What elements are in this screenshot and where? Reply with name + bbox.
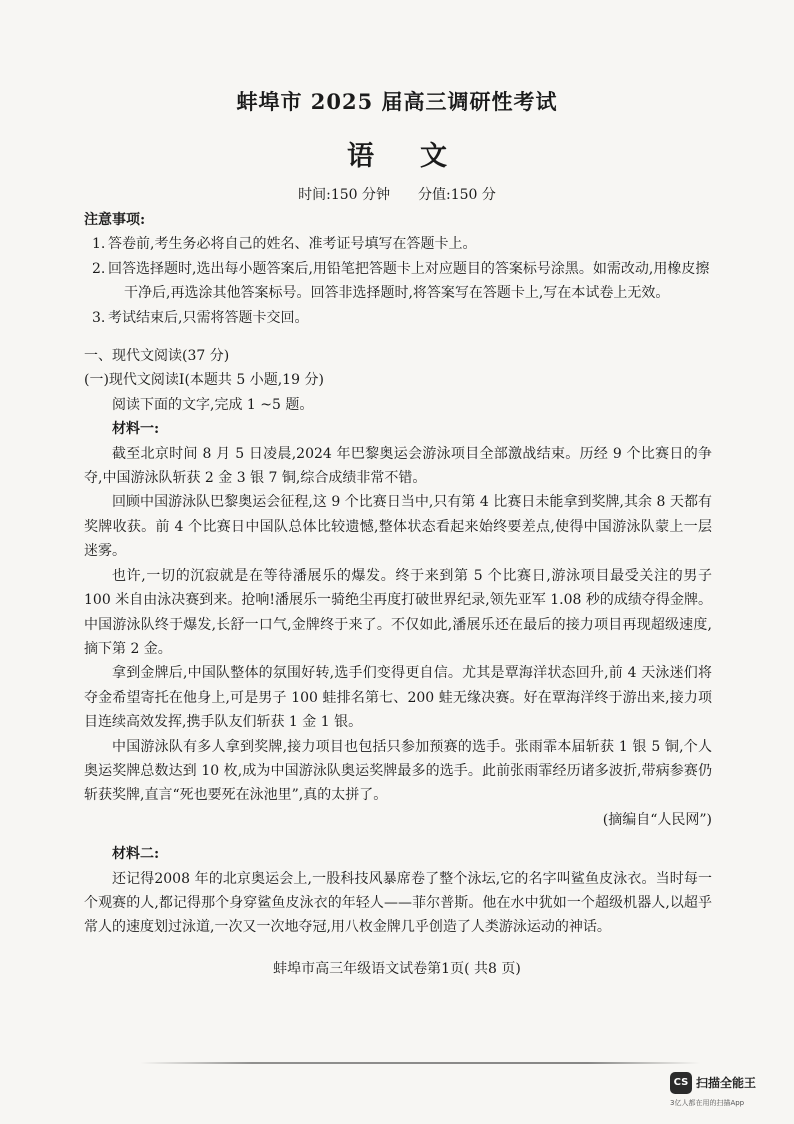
- material1-paragraph: 中国游泳队有多人拿到奖牌,接力项目也包括只参加预赛的选手。张雨霏本届斩获 1 银 5 铜,个人奥运奖牌总数达到 10 枚,成为中国游泳队奥运奖牌最多的选手。此前张雨霏经历诸多波折,带病参赛仍斩获奖牌,直言“死也要死在泳池里”,真的太拼了。: [84, 738, 712, 804]
- material1-paragraph: 回顾中国游泳队巴黎奥运会征程,这 9 个比赛日当中,只有第 4 比赛日未能拿到奖牌,其余 8 天都有奖牌收获。前 4 个比赛日中国队总体比较遗憾,整体状态看起来始终要差点,使得中国游泳队蒙上一层迷雾。: [84, 494, 712, 560]
- material1-source: (摘编自“人民网”): [602, 811, 712, 828]
- page-footer: 蚌埠市高三年级语文试卷第1页( 共8 页): [273, 961, 521, 977]
- section-heading: 一、现代文阅读(37 分): [84, 348, 230, 365]
- subject-title: 语文: [347, 141, 493, 172]
- exam-score: 分值:150 分: [418, 187, 496, 203]
- section-instruction: 阅读下面的文字,完成 1 ~5 题。: [112, 396, 314, 413]
- section-subheading: (一)现代文阅读Ⅰ(本题共 5 小题,19 分): [84, 372, 324, 389]
- notice-text: 答卷前,考生务必将自己的姓名、准考证号填写在答题卡上。: [108, 236, 477, 253]
- notice-item-1: [92, 232, 712, 256]
- material1-paragraph: 拿到金牌后,中国队整体的氛围好转,选手们变得更自信。尤其是覃海洋状态回升,前 4 天泳迷们将夺金希望寄托在他身上,可是男子 100 蛙排名第七、200 蛙无缘决赛。好在覃海洋终于游出来,接力项目连续高效发挥,携手队友们斩获 1 金 1 银。: [84, 665, 712, 731]
- material1-paragraph: 截至北京时间 8 月 5 日凌晨,2024 年巴黎奥运会游泳项目全部激战结束。历经 9 个比赛日的争夺,中国游泳队斩获 2 金 3 银 7 铜,综合成绩非常不错。: [84, 445, 712, 487]
- exam-content: [84, 208, 712, 940]
- exam-meta: [0, 184, 794, 204]
- watermark-slogan: 3亿人都在用的扫描App: [670, 1099, 745, 1107]
- notice-num: 3.: [92, 309, 106, 326]
- exam-time: 时间:150 分钟: [298, 187, 390, 203]
- notice-heading: 注意事项:: [84, 212, 146, 228]
- notice-num: 2.: [92, 260, 106, 277]
- material2-label: 材料二:: [112, 846, 160, 863]
- scan-edge-line: [140, 1062, 700, 1064]
- exam-title: 蚌埠市 2025 届高三调研性考试: [236, 89, 558, 114]
- material2-paragraph: 还记得2008 年的北京奥运会上,一股科技风暴席卷了整个泳坛,它的名字叫鲨鱼皮泳衣。当时每一个观赛的人,都记得那个身穿鲨鱼皮泳衣的年轻人——菲尔普斯。他在水中犹如一个超级机器人,以超乎常人的速度划过泳道,一次又一次地夺冠,用八枚金牌几乎创造了人类游泳运动的神话。: [84, 870, 712, 936]
- notice-text: 回答选择题时,选出每小题答案后,用铅笔把答题卡上对应题目的答案标号涂黑。如需改动,用橡皮擦干净后,再选涂其他答案标号。回答非选择题时,将答案写在答题卡上,写在本试卷上无效。: [108, 260, 710, 302]
- material1-label: 材料一:: [112, 421, 160, 438]
- spacer: [84, 832, 712, 842]
- notice-text: 考试结束后,只需将答题卡交回。: [108, 309, 309, 326]
- material1-paragraph: 也许,一切的沉寂就是在等待潘展乐的爆发。终于来到第 5 个比赛日,游泳项目最受关注的男子 100 米自由泳决赛到来。抢响!潘展乐一骑绝尘再度打破世界纪录,领先亚军 1.08 秒的成绩夺得金牌。中国游泳队终于爆发,长舒一口气,金牌终于来了。不仅如此,潘展乐还在最后的接力项目再现超级速度,摘下第 2 金。: [84, 567, 712, 657]
- notice-item-3: [92, 306, 712, 330]
- notice-item-2: [92, 257, 712, 306]
- watermark-name: 扫描全能王: [696, 1076, 757, 1090]
- scanner-watermark: [670, 1070, 780, 1114]
- camscanner-logo-icon: CS: [670, 1072, 692, 1094]
- notice-num: 1.: [92, 236, 106, 253]
